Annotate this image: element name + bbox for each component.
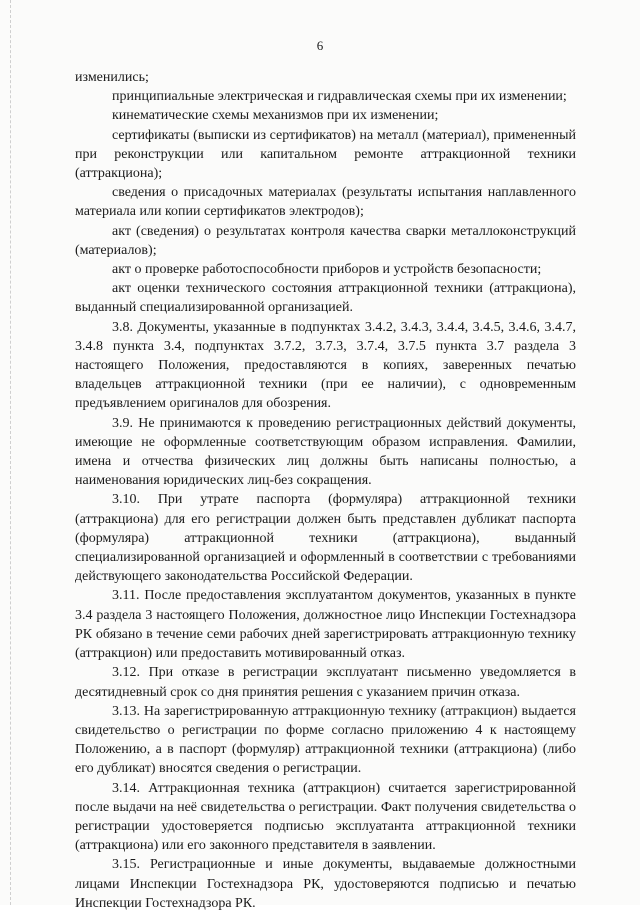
paragraph: акт (сведения) о результатах контроля качества сварки металлоконструкций (материалов); xyxy=(75,223,576,258)
section-3-14: 3.14. Аттракционная техника (аттракцион) считается зарегистрированной после выдачи на неё свидетельства о регистрации. Факт получения свидетельства о регистрации удостоверяется подписью эксплуатанта аттракционной техники (аттракциона) или его законного представителя в заявлении. xyxy=(75,780,576,854)
page-number: 6 xyxy=(316,38,324,53)
paragraph: сертификаты (выписки из сертификатов) на металл (материал), примененный при реконструкции или капитальном ремонте аттракционной техники (аттракциона); xyxy=(75,127,576,182)
paragraph: акт о проверке работоспособности приборов и устройств безопасности; xyxy=(112,262,542,278)
section-3-8: 3.8. Документы, указанные в подпунктах 3.4.2, 3.4.3, 3.4.4, 3.4.5, 3.4.6, 3.4.7, 3.4.8 пункта 3.4, подпунктах 3.7.2, 3.7.3, 3.7.4, 3.7.5 пункта 3.7 раздела 3 настоящего Положения, предоставляются в копиях, заверенных печатью владельцев аттракционной техники (при ее наличии), с одновременным предъявлением оригиналов для обозрения. xyxy=(75,319,576,412)
paragraph: изменились; xyxy=(75,70,149,85)
section-3-12: 3.12. При отказе в регистрации эксплуатант письменно уведомляется в десятидневный срок со дня принятия решения с указанием причин отказа. xyxy=(75,665,576,700)
paragraph: кинематические схемы механизмов при их изменении; xyxy=(112,108,439,124)
section-3-15: 3.15. Регистрационные и иные документы, выдаваемые должностными лицами Инспекции Гостехнадзора РК, удостоверяются подписью и печатью Инспекции Гостехнадзора РК. xyxy=(75,857,576,911)
section-3-11: 3.11. После предоставления эксплуатантом документов, указанных в пункте 3.4 раздела 3 настоящего Положения, должностное лицо Инспекции Гостехнадзора РК обязано в течение семи рабочих дней зарегистрировать аттракционную технику (аттракцион) или предоставить мотивированный отказ. xyxy=(75,588,576,662)
paragraph: акт оценки технического состояния аттракционной техники (аттракциона), выданный специализированной организацией. xyxy=(75,281,576,316)
section-3-9: 3.9. Не принимаются к проведению регистрационных действий документы, имеющие не оформленные соответствующим образом исправления. Фамилии, имена и отчества физических лиц должны быть написаны полностью, а наименования юридических лиц-без сокращения. xyxy=(75,415,576,489)
paragraph: сведения о присадочных материалах (результаты испытания наплавленного материала или копии сертификатов электродов); xyxy=(75,185,576,220)
paragraph: принципиальные электрическая и гидравлическая схемы при их изменении; xyxy=(112,89,567,105)
section-3-10: 3.10. При утрате паспорта (формуляра) аттракционной техники (аттракциона) для его регистрации должен быть представлен дубликат паспорта (формуляра) аттракционной техники (аттракциона), выданный специализированной организацией и оформленный в соответствии с требованиями действующего законодательства Российской Федерации. xyxy=(75,492,576,585)
section-3-13: 3.13. На зарегистрированную аттракционную технику (аттракцион) выдается свидетельство о регистрации по форме согласно приложению 4 к настоящему Положению, а в паспорт (формуляр) аттракционной техники (аттракциона) (либо его дубликат) вносятся сведения о регистрации. xyxy=(75,703,576,777)
document-body xyxy=(75,68,576,913)
